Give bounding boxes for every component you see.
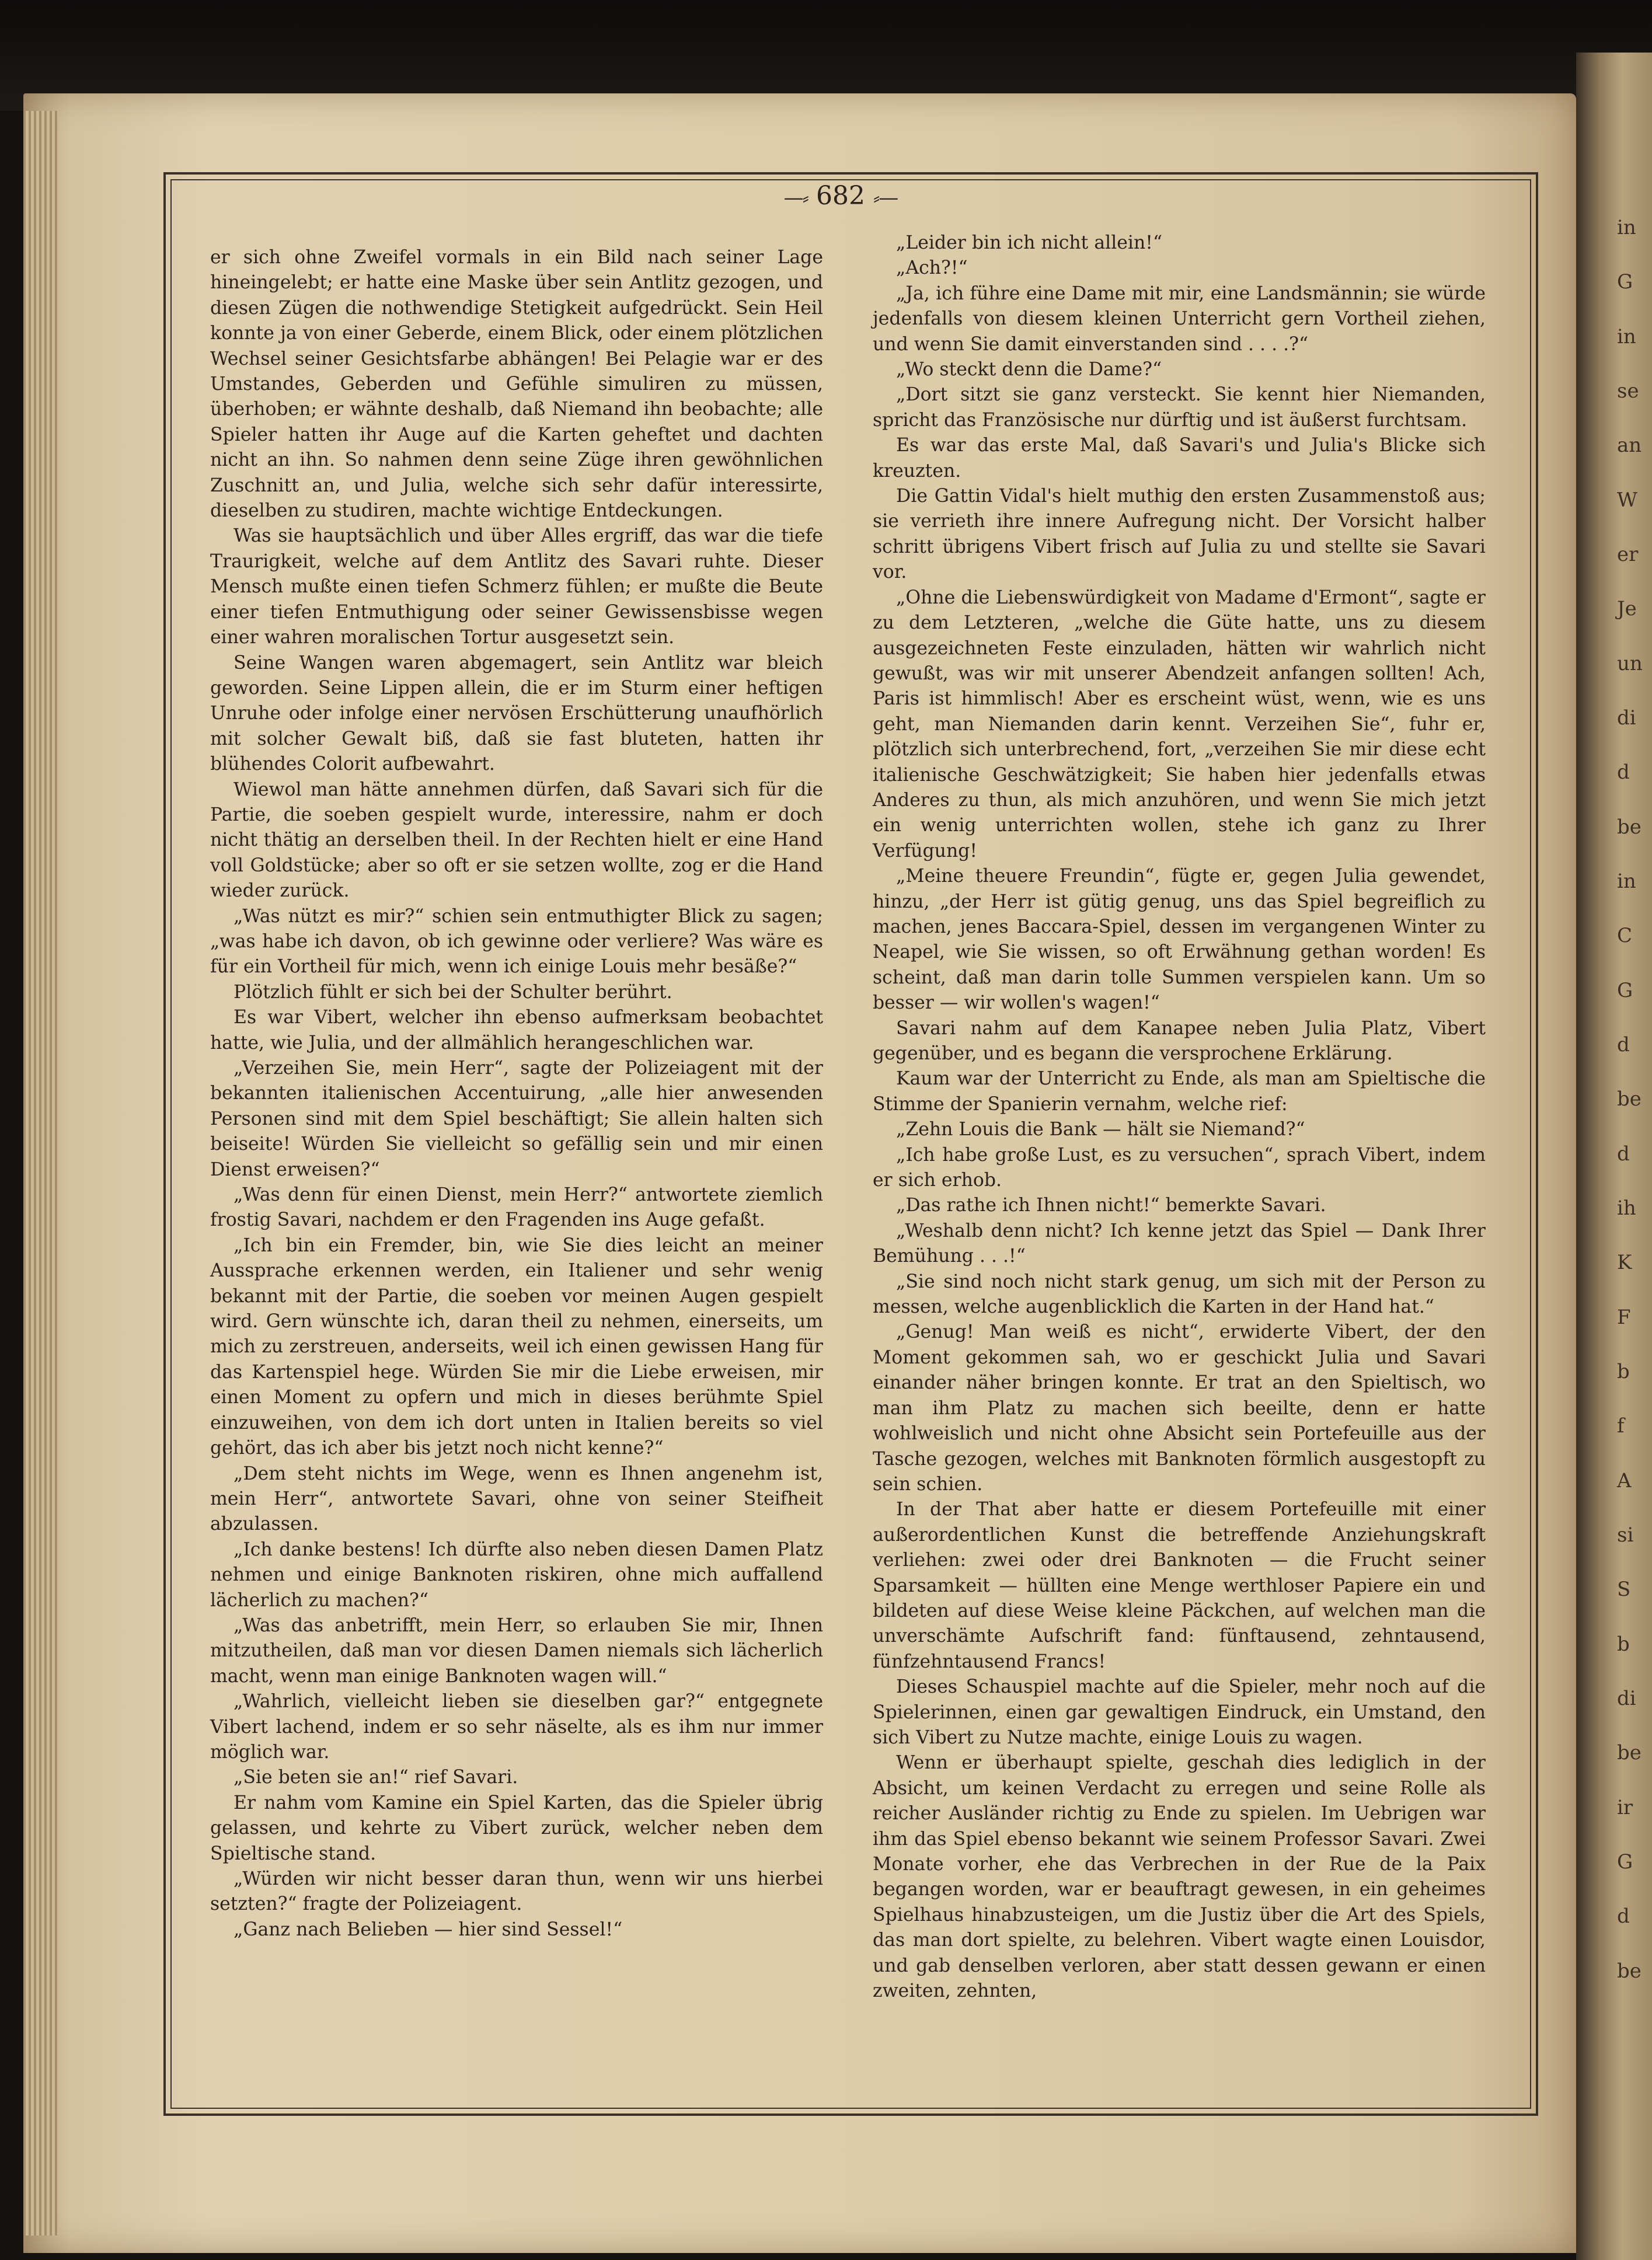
neighbour-page-fragment: er: [1617, 543, 1639, 566]
paragraph: „Ach?!“: [896, 257, 968, 279]
paragraph: „Verzeihen Sie, mein Herr“, sagte der Polizeiagent mit der bekannten italienischen Accentuirung, „alle hier anwesenden Personen sind mit dem Spiel beschäftigt; Sie allein halten sich beiseite! Würden Sie vielleicht so gefällig sein und mir einen Dienst erweisen?“: [210, 1058, 823, 1180]
paragraph: In der That aber hatte er diesem Portefeuille mit einer außerordentlichen Kunst die betreffende Anziehungskraft verliehen: zwei oder drei Banknoten — die Frucht seiner Sparsamkeit — hüllten eine Menge werthloser Papiere ein und bildeten auf diese Weise kleine Päckchen, auf welchen man die unverschämte Aufschrift fand: fünftausend, zehntausend, fünfzehntausend Francs!: [873, 1499, 1486, 1672]
neighbour-page-fragment: A: [1617, 1469, 1632, 1492]
neighbour-page-fragment: di: [1617, 1687, 1636, 1710]
paragraph: Wiewol man hätte annehmen dürfen, daß Savari sich für die Partie, die soeben gespielt wurde, interessire, nahm er doch nicht thätig an derselben theil. In der Rechten hielt er eine Hand voll Goldstücke; aber so oft er sie setzen wollte, zog er die Hand wieder zurück.: [210, 779, 823, 902]
neighbour-page-fragment: ih: [1617, 1197, 1636, 1220]
paragraph: „Meine theuere Freundin“, fügte er, gegen Julia gewendet, hinzu, „der Herr ist gütig genug, uns das Spiel begreiflich zu machen, jenes Baccara-Spiel, dessen im vergangenen Winter zu Neapel, wie Sie wissen, so oft Erwähnung gethan worden! Es scheint, daß man darin tolle Summen verspielen kann. Um so besser — wir wollen's wagen!“: [873, 866, 1486, 1014]
neighbour-page-fragment: se: [1617, 379, 1639, 403]
neighbour-page-fragment: G: [1617, 1850, 1633, 1874]
paragraph: „Was denn für einen Dienst, mein Herr?“ antwortete ziemlich frostig Savari, nachdem er den Fragenden ins Auge gefaßt.: [210, 1184, 823, 1231]
paragraph: „Dem steht nichts im Wege, wenn es Ihnen angenehm ist, mein Herr“, antwortete Savari, ohne von seiner Steifheit abzulassen.: [210, 1463, 823, 1535]
paragraph: Was sie hauptsächlich und über Alles ergriff, das war die tiefe Traurigkeit, welche auf dem Antlitz des Savari ruhte. Dieser Mensch mußte einen tiefen Schmerz fühlen; er mußte die Beute einer tiefen Entmuthigung oder seiner Gewissensbisse wegen einer wahren moralischen Tortur ausgesetzt sein.: [210, 525, 823, 648]
neighbour-page-fragment: be: [1617, 1741, 1641, 1764]
paragraph: Kaum war der Unterricht zu Ende, als man am Spieltische die Stimme der Spanierin vernahm, welche rief:: [873, 1068, 1486, 1115]
header-ornament-right: ⸗—: [873, 186, 898, 210]
neighbour-page-fragment: Je: [1617, 597, 1637, 620]
paragraph: „Ohne die Liebenswürdigkeit von Madame d'Ermont“, sagte er zu dem Letzteren, „welche die Güte hatte, uns zu diesem ausgezeichneten Feste einzuladen, hätten wir wahrlich nicht gewußt, was wir mit unserer Abendzeit anfangen sollten! Ach, Paris ist himmlisch! Aber es erscheint wüst, wenn, wie es uns geht, man Niemanden darin kennt. Verzeihen Sie“, fuhr er, plötzlich sich unterbrechend, fort, „verzeihen Sie mir diese echt italienische Geschwätzigkeit; Sie haben hier jedenfalls etwas Anderes zu thun, als mich anzuhören, und wenn Sie mich jetzt ein wenig unterrichten wollen, stehe ich ganz zu Ihrer Verfügung!: [873, 587, 1486, 862]
paragraph: Plötzlich fühlt er sich bei der Schulter berührt.: [233, 981, 672, 1003]
paragraph: „Ganz nach Belieben — hier sind Sessel!“: [233, 1919, 623, 1940]
page-number: 682: [816, 181, 865, 211]
paragraph: „Wo steckt denn die Dame?“: [896, 359, 1162, 381]
paragraph: Er nahm vom Kamine ein Spiel Karten, das die Spieler übrig gelassen, und kehrte zu Vibert zurück, welcher neben dem Spieltische stand.: [210, 1792, 823, 1864]
paragraph: Es war Vibert, welcher ihn ebenso aufmerksam beobachtet hatte, wie Julia, und der allmählich herangeschlichen war.: [210, 1007, 823, 1054]
paragraph: „Sie sind noch nicht stark genug, um sich mit der Person zu messen, welche augenblicklich die Karten in der Hand hat.“: [873, 1271, 1486, 1318]
paragraph: Wenn er überhaupt spielte, geschah dies lediglich in der Absicht, um keinen Verdacht zu erregen und seine Rolle als reicher Ausländer richtig zu Ende zu spielen. Im Uebrigen war ihm das Spiel ebenso bekannt wie seinem Professor Savari. Zwei Monate vorher, ehe das Verbrechen in der Rue de la Paix begangen worden, war er beauftragt gewesen, in ein geheimes Spielhaus hinabzusteigen, um die Justiz über die Art des Spiels, das man dort spielte, zu belehren. Vibert wagte einen Louisdor, und gab denselben verloren, aber statt dessen gewann er einen zweiten, zehnten,: [873, 1752, 1486, 2002]
paragraph: „Ich danke bestens! Ich dürfte also neben diesen Damen Platz nehmen und einige Banknoten riskiren, ohne mich auffallend lächerlich zu machen?“: [210, 1539, 823, 1611]
neighbour-page-fragment: f: [1617, 1414, 1625, 1438]
paragraph: „Ich habe große Lust, es zu versuchen“, sprach Vibert, indem er sich erhob.: [873, 1144, 1486, 1191]
paragraph: Savari nahm auf dem Kanapee neben Julia Platz, Vibert gegenüber, und es begann die versprochene Erklärung.: [873, 1017, 1486, 1064]
page-edges: [23, 111, 58, 2235]
paragraph: „Ich bin ein Fremder, bin, wie Sie dies leicht an meiner Aussprache erkennen werden, ein Italiener und sehr wenig bekannt mit der Partie, die soeben vor meinen Augen gespielt wird. Gern wünschte ich, daran theil zu nehmen, einerseits, um mich zu zerstreuen, anderseits, weil ich einen gewissen Hang für das Kartenspiel hege. Würden Sie mir die Liebe erweisen, mir einen Moment zu opfern und mich in dieses berühmte Spiel einzuweihen, von dem ich dort unten in Italien bereits so viel gehört, das ich aber bis jetzt noch nicht kenne?“: [210, 1234, 823, 1459]
paragraph: „Das rathe ich Ihnen nicht!“ bemerkte Savari.: [896, 1195, 1326, 1216]
neighbour-page-fragment: F: [1617, 1306, 1631, 1329]
neighbour-page-fragment: un: [1617, 652, 1643, 675]
header-ornament-left: —⸗: [783, 186, 808, 210]
neighbour-page-fragment: be: [1617, 815, 1641, 839]
neighbour-page: [1576, 53, 1652, 2260]
paragraph: „Dort sitzt sie ganz versteckt. Sie kennt hier Niemanden, spricht das Französische nur dürftig und ist äußerst furchtsam.: [873, 384, 1486, 431]
neighbour-page-fragment: d: [1617, 761, 1630, 784]
paragraph: „Was das anbetrifft, mein Herr, so erlauben Sie mir, Ihnen mitzutheilen, daß man vor diesen Damen niemals sich lächerlich macht, wenn man einige Banknoten wagen will.“: [210, 1614, 823, 1687]
paragraph: Seine Wangen waren abgemagert, sein Antlitz war bleich geworden. Seine Lippen allein, die er im Sturm einer heftigen Unruhe oder infolge einer nervösen Erschütterung unaufhörlich mit solcher Gewalt biß, daß sie fast bluteten, hatten ihr blühendes Colorit aufbewahrt.: [210, 652, 823, 775]
paragraph: „Ja, ich führe eine Dame mit mir, eine Landsmännin; sie würde jedenfalls von diesem kleinen Unterricht gern Vortheil ziehen, und wenn Sie damit einverstanden sind . . . .?“: [873, 282, 1486, 355]
paragraph: „Genug! Man weiß es nicht“, erwiderte Vibert, der den Moment gekommen sah, wo er geschickt Julia und Savari einander näher bringen konnte. Er trat an den Spieltisch, wo man ihm Platz zu machen sich beeilte, denn er hatte wohlweislich und nicht ohne Absicht sein Portefeuille aus der Tasche gezogen, welches mit Banknoten förmlich ausgestopft zu sein schien.: [873, 1321, 1486, 1495]
page-header: [724, 181, 957, 222]
text-column-right: [873, 231, 1486, 2004]
neighbour-page-fragment: d: [1617, 1905, 1630, 1928]
paragraph: „Leider bin ich nicht allein!“: [896, 232, 1163, 253]
neighbour-page-fragment: ir: [1617, 1796, 1633, 1819]
neighbour-page-fragment: be: [1617, 1959, 1641, 1983]
neighbour-page-fragment: C: [1617, 924, 1633, 947]
neighbour-page-fragment: in: [1617, 325, 1636, 348]
neighbour-page-fragment: d: [1617, 1142, 1630, 1166]
text-column-left: [210, 245, 823, 1942]
neighbour-page-fragment: b: [1617, 1633, 1630, 1656]
neighbour-page-fragment: be: [1617, 1087, 1641, 1111]
paragraph: „Würden wir nicht besser daran thun, wenn wir uns hierbei setzten?“ fragte der Polizeiagent.: [210, 1868, 823, 1915]
paragraph: Es war das erste Mal, daß Savari's und Julia's Blicke sich kreuzten.: [873, 435, 1486, 482]
paragraph: er sich ohne Zweifel vormals in ein Bild nach seiner Lage hineingelebt; er hatte eine Maske über sein Antlitz gezogen, und diesen Zügen die nothwendige Stetigkeit aufgedrückt. Sein Heil konnte ja von einer Geberde, einem Blick, oder einem plötzlichen Wechsel seiner Gesichtsfarbe abhängen! Bei Pelagie war er des Umstandes, Geberden und Gefühle simuliren zu müssen, überhoben; er wähnte deshalb, daß Niemand ihn beobachte; alle Spieler hatten ihr Auge auf die Karten geheftet und dachten nicht an ihn. So nahmen denn seine Züge ihren gewöhnlichen Zuschnitt an, und Julia, welche sich sehr dafür interessirte, dieselben zu studiren, machte wichtige Entdeckungen.: [210, 247, 823, 522]
paragraph: „Sie beten sie an!“ rief Savari.: [233, 1767, 518, 1788]
paragraph: „Was nützt es mir?“ schien sein entmuthigter Blick zu sagen; „was habe ich davon, ob ich gewinne oder verliere? Was wäre es für ein Vortheil für mich, wenn ich einige Louis mehr besäße?“: [210, 905, 823, 978]
neighbour-page-fragment: G: [1617, 270, 1633, 294]
neighbour-page-fragment: an: [1617, 434, 1642, 457]
neighbour-page-fragment: W: [1617, 489, 1637, 512]
neighbour-page-fragment: di: [1617, 706, 1636, 730]
paragraph: Die Gattin Vidal's hielt muthig den ersten Zusammenstoß aus; sie verrieth ihre innere Aufregung nicht. Der Vorsicht halber schritt übrigens Vibert frisch auf Julia zu und stellte sie Savari vor.: [873, 486, 1486, 583]
neighbour-page-fragment: G: [1617, 979, 1633, 1002]
paragraph: „Zehn Louis die Bank — hält sie Niemand?“: [896, 1119, 1305, 1141]
neighbour-page-fragment: in: [1617, 870, 1636, 893]
paragraph: Dieses Schauspiel machte auf die Spieler, mehr noch auf die Spielerinnen, einen gar gewaltigen Eindruck, ein Umstand, den sich Vibert zu Nutze machte, einige Louis zu wagen.: [873, 1676, 1486, 1748]
paragraph: „Weshalb denn nicht? Ich kenne jetzt das Spiel — Dank Ihrer Bemühung . . .!“: [873, 1220, 1486, 1267]
paragraph: „Wahrlich, vielleicht lieben sie dieselben gar?“ entgegnete Vibert lachend, indem er so sehr näselte, als es ihm nur immer möglich war.: [210, 1691, 823, 1763]
neighbour-page-fragment: K: [1617, 1251, 1632, 1274]
neighbour-page-fragment: in: [1617, 216, 1636, 239]
neighbour-page-fragment: d: [1617, 1033, 1630, 1056]
neighbour-page-fragment: b: [1617, 1360, 1630, 1383]
neighbour-page-fragment: S: [1617, 1578, 1631, 1601]
neighbour-page-fragment: si: [1617, 1523, 1634, 1547]
